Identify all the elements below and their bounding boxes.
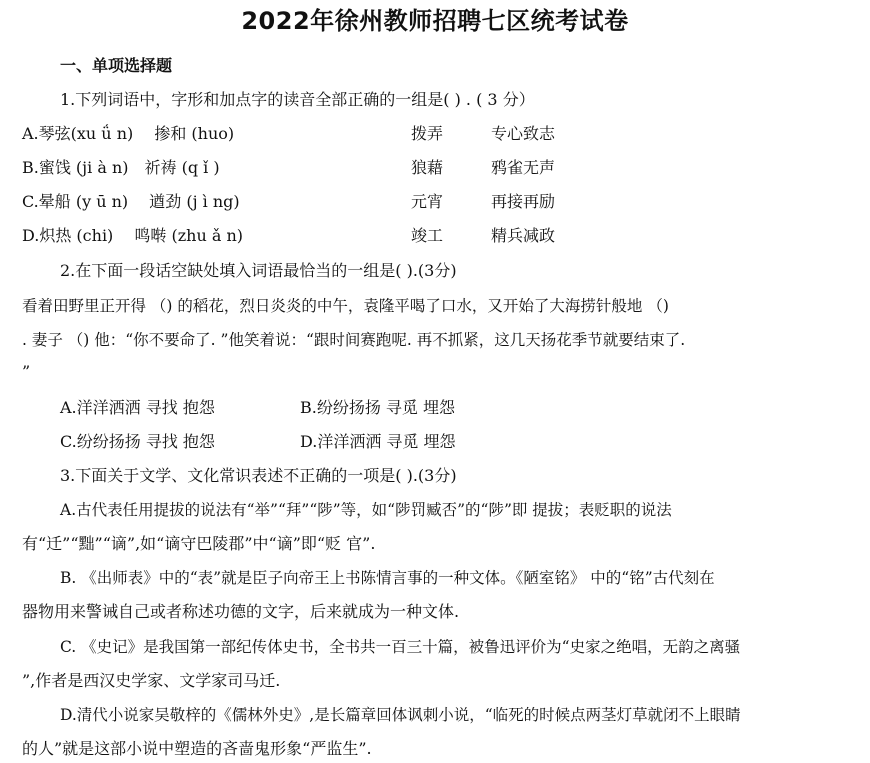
q3-option-d-line-2: 的人”就是这部小说中塑造的吝啬鬼形象“严监生”. (22, 739, 372, 758)
q1-option-c-word4: 再接再励 (491, 192, 556, 211)
q1-option-c-words: C.晕船 (y ū n) 遒劲 (j ì ng) (22, 192, 240, 211)
q1-option-b-words: B.蜜饯 (ji à n) 祈祷 (q ǐ ) (22, 158, 220, 177)
q2-passage-line-3: ” (22, 362, 31, 381)
q1-option-a-words: A.琴弦(xu ǘ n) 掺和 (huo) (22, 124, 235, 143)
q1-option-d-word4: 精兵减政 (491, 226, 556, 245)
section-heading: 一、单项选择题 (60, 56, 173, 75)
q3-option-c-line-2: ”,作者是西汉史学家、文学家司马迁. (22, 671, 281, 690)
q2-option-c: C.纷纷扬扬 寻找 抱怨 (60, 432, 215, 451)
q2-passage-line-1: 看着田野里正开得 （) 的稻花，烈日炎炎的中午，袁隆平喝了口水，又开始了大海捞针般地 （) (22, 297, 669, 315)
q2-option-d: D.洋洋洒洒 寻觅 埋怨 (300, 432, 456, 451)
q3-option-a-line-2: 有“迁”“黜”“谪”,如“谪守巴陵郡”中“谪”即“贬 官”. (22, 534, 376, 553)
q2-option-b: B.纷纷扬扬 寻觅 埋怨 (300, 398, 456, 417)
q2-option-a: A.洋洋洒洒 寻找 抱怨 (60, 398, 215, 417)
q1-option-b-word3: 狼藉 (411, 158, 444, 177)
q2-stem: 2.在下面一段话空缺处填入词语最恰当的一组是( ).(3分) (60, 261, 457, 280)
q1-option-b-word4: 鸦雀无声 (491, 158, 556, 177)
q3-option-c-line-1: C. 《史记》是我国第一部纪传体史书，全书共一百三十篇，被鲁迅评价为“史家之绝唱，无韵之离骚 (60, 638, 741, 656)
document-title: 2022年徐州教师招聘七区统考试卷 (241, 7, 629, 35)
q3-option-b-line-2: 器物用来警诫自己或者称述功德的文字，后来就成为一种文体. (22, 602, 460, 621)
q3-option-b-line-1: B. 《出师表》中的“表”就是臣子向帝王上书陈情言事的一种文体。《陋室铭》 中的“铭”古代刻在 (60, 569, 715, 587)
q3-stem: 3.下面关于文学、文化常识表述不正确的一项是( ).(3分) (60, 466, 457, 485)
q1-option-a-word4: 专心致志 (491, 124, 556, 143)
q1-option-c-word3: 元宵 (411, 192, 444, 211)
q2-passage-line-2: . 妻子 （) 他：“你不要命了. ”他笑着说：“跟时间赛跑呢. 再不抓紧，这几天扬花季节就要结束了. (22, 331, 686, 349)
q3-option-d-line-1: D.清代小说家吴敬梓的《儒林外史》,是长篇章回体讽刺小说，“临死的时候点两茎灯草就闭不上眼睛 (60, 706, 741, 724)
q1-option-d-word3: 竣工 (411, 226, 444, 245)
q1-option-a-word3: 拨弄 (411, 124, 444, 143)
q3-option-a-line-1: A.古代表任用提拔的说法有“举”“拜”“陟”等，如“陟罚臧否”的“陟”即 提拔；表贬职的说法 (60, 501, 672, 519)
q1-stem: 1.下列词语中，字形和加点字的读音全部正确的一组是( ) . ( 3 分） (60, 90, 535, 109)
q1-option-d-words: D.炽热 (chi) 鸣啭 (zhu ǎ n) (22, 226, 244, 245)
